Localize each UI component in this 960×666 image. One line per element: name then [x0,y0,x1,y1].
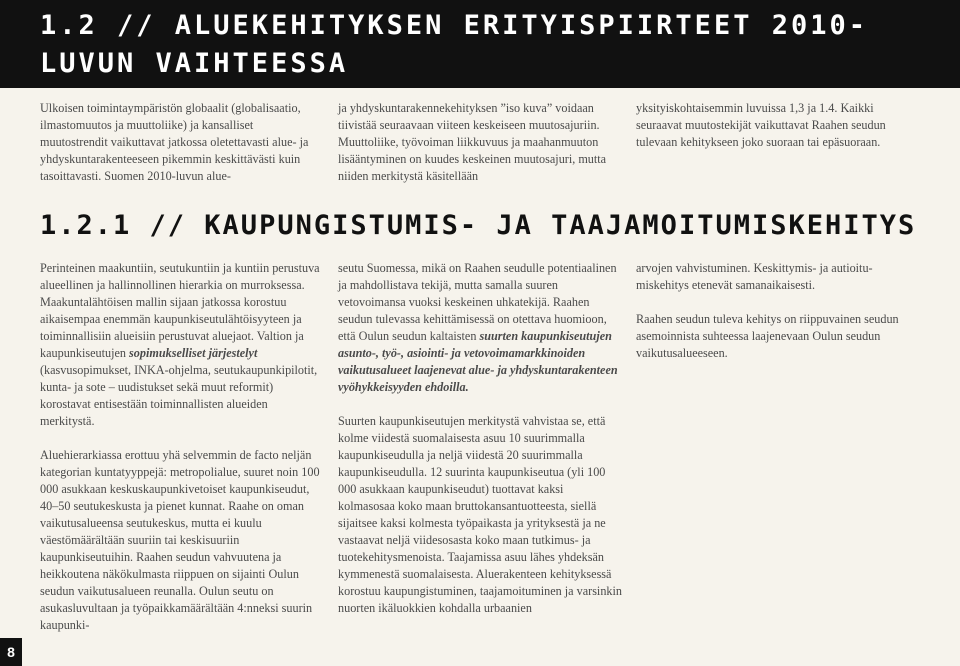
body-column-1 [40,260,323,634]
intro-paragraph-3: yksityiskohtaisemmin luvuissa 1,3 ja 1.4. Kaikki seuraavat muutostekijät vaikuttavat Raahen seudun tulevaan kehitykseen joko suoraan tai epäsuoraan. [636,101,886,149]
section-heading: 1.2.1 // KAUPUNGISTUMIS- JA TAAJAMOITUMISKEHITYS [40,210,917,241]
page-title: 1.2 // ALUEKEHITYKSEN ERITYISPIIRTEET 2010-LUVUN VAIHTEESSA [40,10,868,79]
body-column-3 [636,260,921,362]
emphasis-text: sopimukselliset järjestelyt [129,346,258,360]
text-run: (kasvusopimukset, INKA-ohjelma, seutukaupunkipilotit, kunta- ja sote – uudistukset sekä muut reformit) korostavat entisestään toiminnallisten alueiden merkitystä. [40,363,318,428]
text-run: Perinteinen maakuntiin, seutukuntiin ja kuntiin perustuva alueellinen ja hallinnollinen hierarkia on murroksessa. Maakuntalähtöisen mallin sijaan jatkossa korostuu aikaisempaa enemmän kaupunkiseutulähtöisyyteen ja toiminnallisiin alueisiin perustuvat aluejaot. Valtion ja kaupunkiseutujen [40,261,320,360]
body-paragraph: Suurten kaupunkiseutujen merkitystä vahvistaa se, että kolme viidestä suomalaisesta asuu 10 suurimmalla kaupunkiseudulla ja neljä viidestä 20 suurimmalla kaupunkiseudulla. 12 suurinta kaupunkiseutua (yli 100 000 asukkaan kaupunkiseudut) tuottavat kaksi kolmasosaa koko maan bruttokansantuotteesta, siellä sijaitsee kaksi kolmesta työpaikasta ja yrityksestä ja ne vastaavat neljä viidesosasta koko maan tutkimus- ja tuotekehitysmenoista. Taajamissa asuu lähes yhdeksän kymmenestä suomalaisesta. Aluerakenteen kehityksessä korostuu kaupungistuminen, taajamoituminen ja varsinkin nuorten ikäluokkien kohdalla urbaanien [338,414,622,615]
text-run: seutu Suomessa, mikä on Raahen seudulle potentiaalinen ja mahdollistava tekijä, mutta samalla suuren vetovoimansa vuoksi keskeinen uhkatekijä. Raahen seudun tulevassa kehittämisessä on otettava huomioon, että Oulun seudun kaltaisten [338,261,617,343]
intro-paragraph-1: Ulkoisen toimintaympäristön globaalit (globalisaatio, ilmastomuutos ja muuttoliike) ja kansalliset muutostrendit vaikuttavat jatkossa oletettavasti alue- ja yhdyskuntarakenteeseen pikemmin keskittävästi kuin tasoittavasti. Suomen 2010-luvun alue- [40,101,309,183]
body-paragraph: arvojen vahvistuminen. Keskittymis- ja autioitumiskehitys etenevät samanaikaisesti. [636,261,873,292]
body-paragraph [338,260,623,396]
emphasis-text: suurten kaupunkiseutujen asunto-, työ-, asiointi- ja vetovoimamarkkinoiden vaikutusalueet laajenevat alue- ja yhdyskuntarakenteen vyöhykkeisyyden ehdoilla. [338,329,618,394]
intro-column-2 [338,100,623,185]
title-bar [0,0,960,88]
page-number: 8 [0,638,22,666]
body-paragraph: Aluehierarkiassa erottuu yhä selvemmin de facto neljän kategorian kuntatyyppejä: metropolialue, suuret noin 100 000 asukkaan keskuskaupunkivetoiset kaupunkiseudut, 40–50 seutukeskusta ja pienet kunnat. Raahe on oman vaikutusalueensa seutukeskus, mutta ei kuulu väestömäärältään suuriin tai keskisuuriin kaupunkiseutuihin. Raahen seudun vahvuutena ja heikkoutena näkökulmasta riippuen on sijainti Oulun seudun vaikutusalueen reunalla. Oulun seutu on asukasluvultaan ja työpaikkamäärältään 4:nneksi suurin kaupunki- [40,448,320,632]
body-column-2 [338,260,623,617]
intro-paragraph-2: ja yhdyskuntarakennekehityksen ”iso kuva” voidaan tiivistää seuraavaan viiteen keskeiseen muutosajuriin. Muuttoliike, työvoiman liikkuvuus ja maahanmuuton lisääntyminen on kuudes keskeinen muutosajuri, mutta niiden merkitystä käsitellään [338,101,607,183]
body-paragraph [40,260,323,430]
body-paragraph: Raahen seudun tuleva kehitys on riippuvainen seudun asemoinnista suhteessa laajenevaan Oulun seudun vaikutusalueeseen. [636,312,899,360]
intro-column-3 [636,100,921,151]
intro-column-1 [40,100,323,185]
